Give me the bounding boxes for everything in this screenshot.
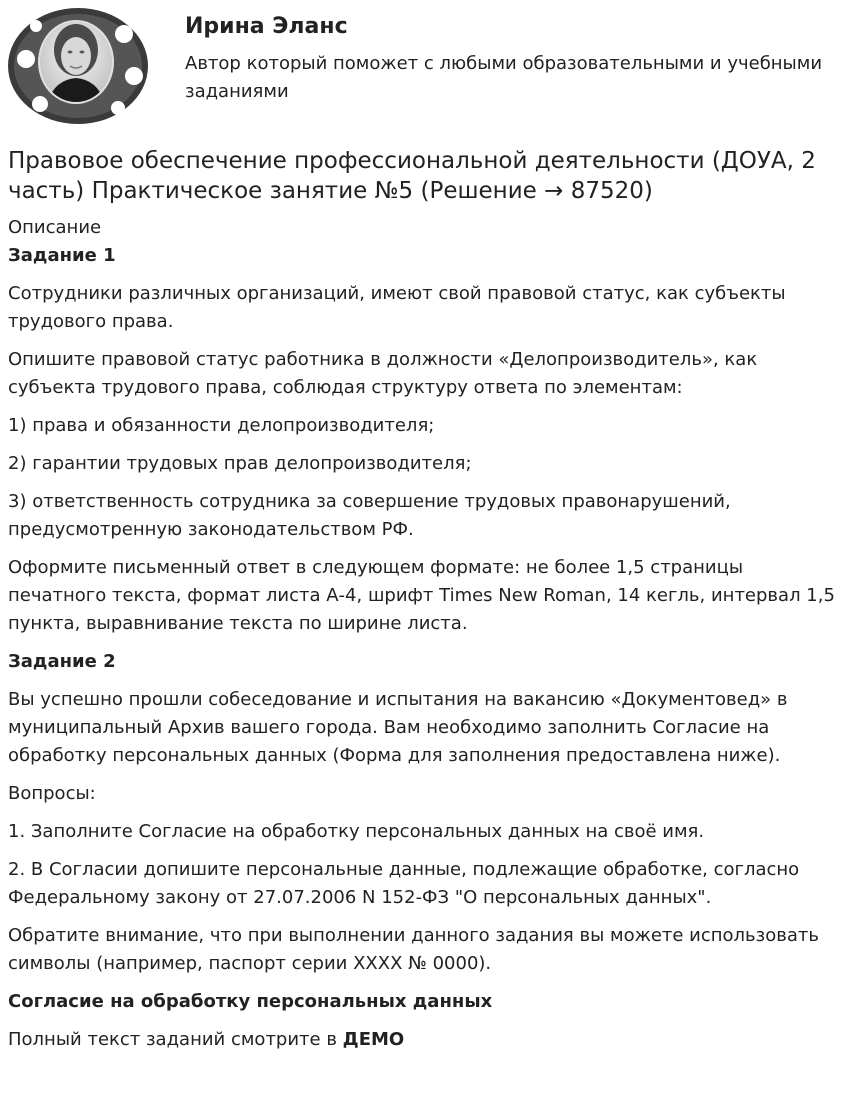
task2-paragraph-1: Вы успешно прошли собеседование и испытания на вакансию «Документовед» в муниципальный Архив вашего города. Вам необходимо заполнить Согласие на обработку персональных данных (Форма для заполнения предоставлена ниже). <box>8 689 788 766</box>
task1-item-1: 1) права и обязанности делопроизводителя; <box>8 415 435 436</box>
task1-paragraph-1: Сотрудники различных организаций, имеют свой правовой статус, как субъекты трудового права. <box>8 283 786 332</box>
task1-paragraph-2: Опишите правовой статус работника в должности «Делопроизводитель», как субъекта трудового права, соблюдая структуру ответа по элементам: <box>8 349 758 398</box>
task1-paragraph-3: Оформите письменный ответ в следующем формате: не более 1,5 страницы печатного текста, формат листа А-4, шрифт Times New Roman, 14 кегль, интервал 1,5 пункта, выравнивание текста по ширине листа. <box>8 557 835 634</box>
author-name: Ирина Эланс <box>185 14 348 39</box>
avatar <box>6 4 152 130</box>
document-content <box>8 146 838 1064</box>
description-label: Описание <box>8 217 102 238</box>
author-description: Автор который поможет с любыми образовательными и учебными заданиями <box>185 53 823 102</box>
demo-footer <box>8 1026 838 1054</box>
page-title: Правовое обеспечение профессиональной деятельности (ДОУА, 2 часть) Практическое занятие №5 (Решение → 87520) <box>8 148 816 204</box>
demo-footer-text: Полный текст заданий смотрите в <box>8 1029 343 1050</box>
questions-label: Вопросы: <box>8 783 96 804</box>
demo-link[interactable]: ДЕМО <box>342 1029 405 1050</box>
task2-question-2: 2. В Согласии допишите персональные данные, подлежащие обработке, согласно Федеральному закону от 27.07.2006 N 152-ФЗ "О персональных данных". <box>8 859 800 908</box>
film-reel-avatar-icon <box>6 4 152 130</box>
task1-item-2: 2) гарантии трудовых прав делопроизводителя; <box>8 453 472 474</box>
task2-question-1: 1. Заполните Согласие на обработку персональных данных на своё имя. <box>8 821 705 842</box>
task1-item-3: 3) ответственность сотрудника за совершение трудовых правонарушений, предусмотренную законодательством РФ. <box>8 491 731 540</box>
task1-heading: Задание 1 <box>8 245 116 266</box>
task2-note: Обратите внимание, что при выполнении данного задания вы можете использовать символы (например, паспорт серии ХХХХ № 0000). <box>8 925 819 974</box>
author-header <box>0 0 847 140</box>
consent-heading: Согласие на обработку персональных данных <box>8 991 493 1012</box>
task2-heading: Задание 2 <box>8 651 116 672</box>
